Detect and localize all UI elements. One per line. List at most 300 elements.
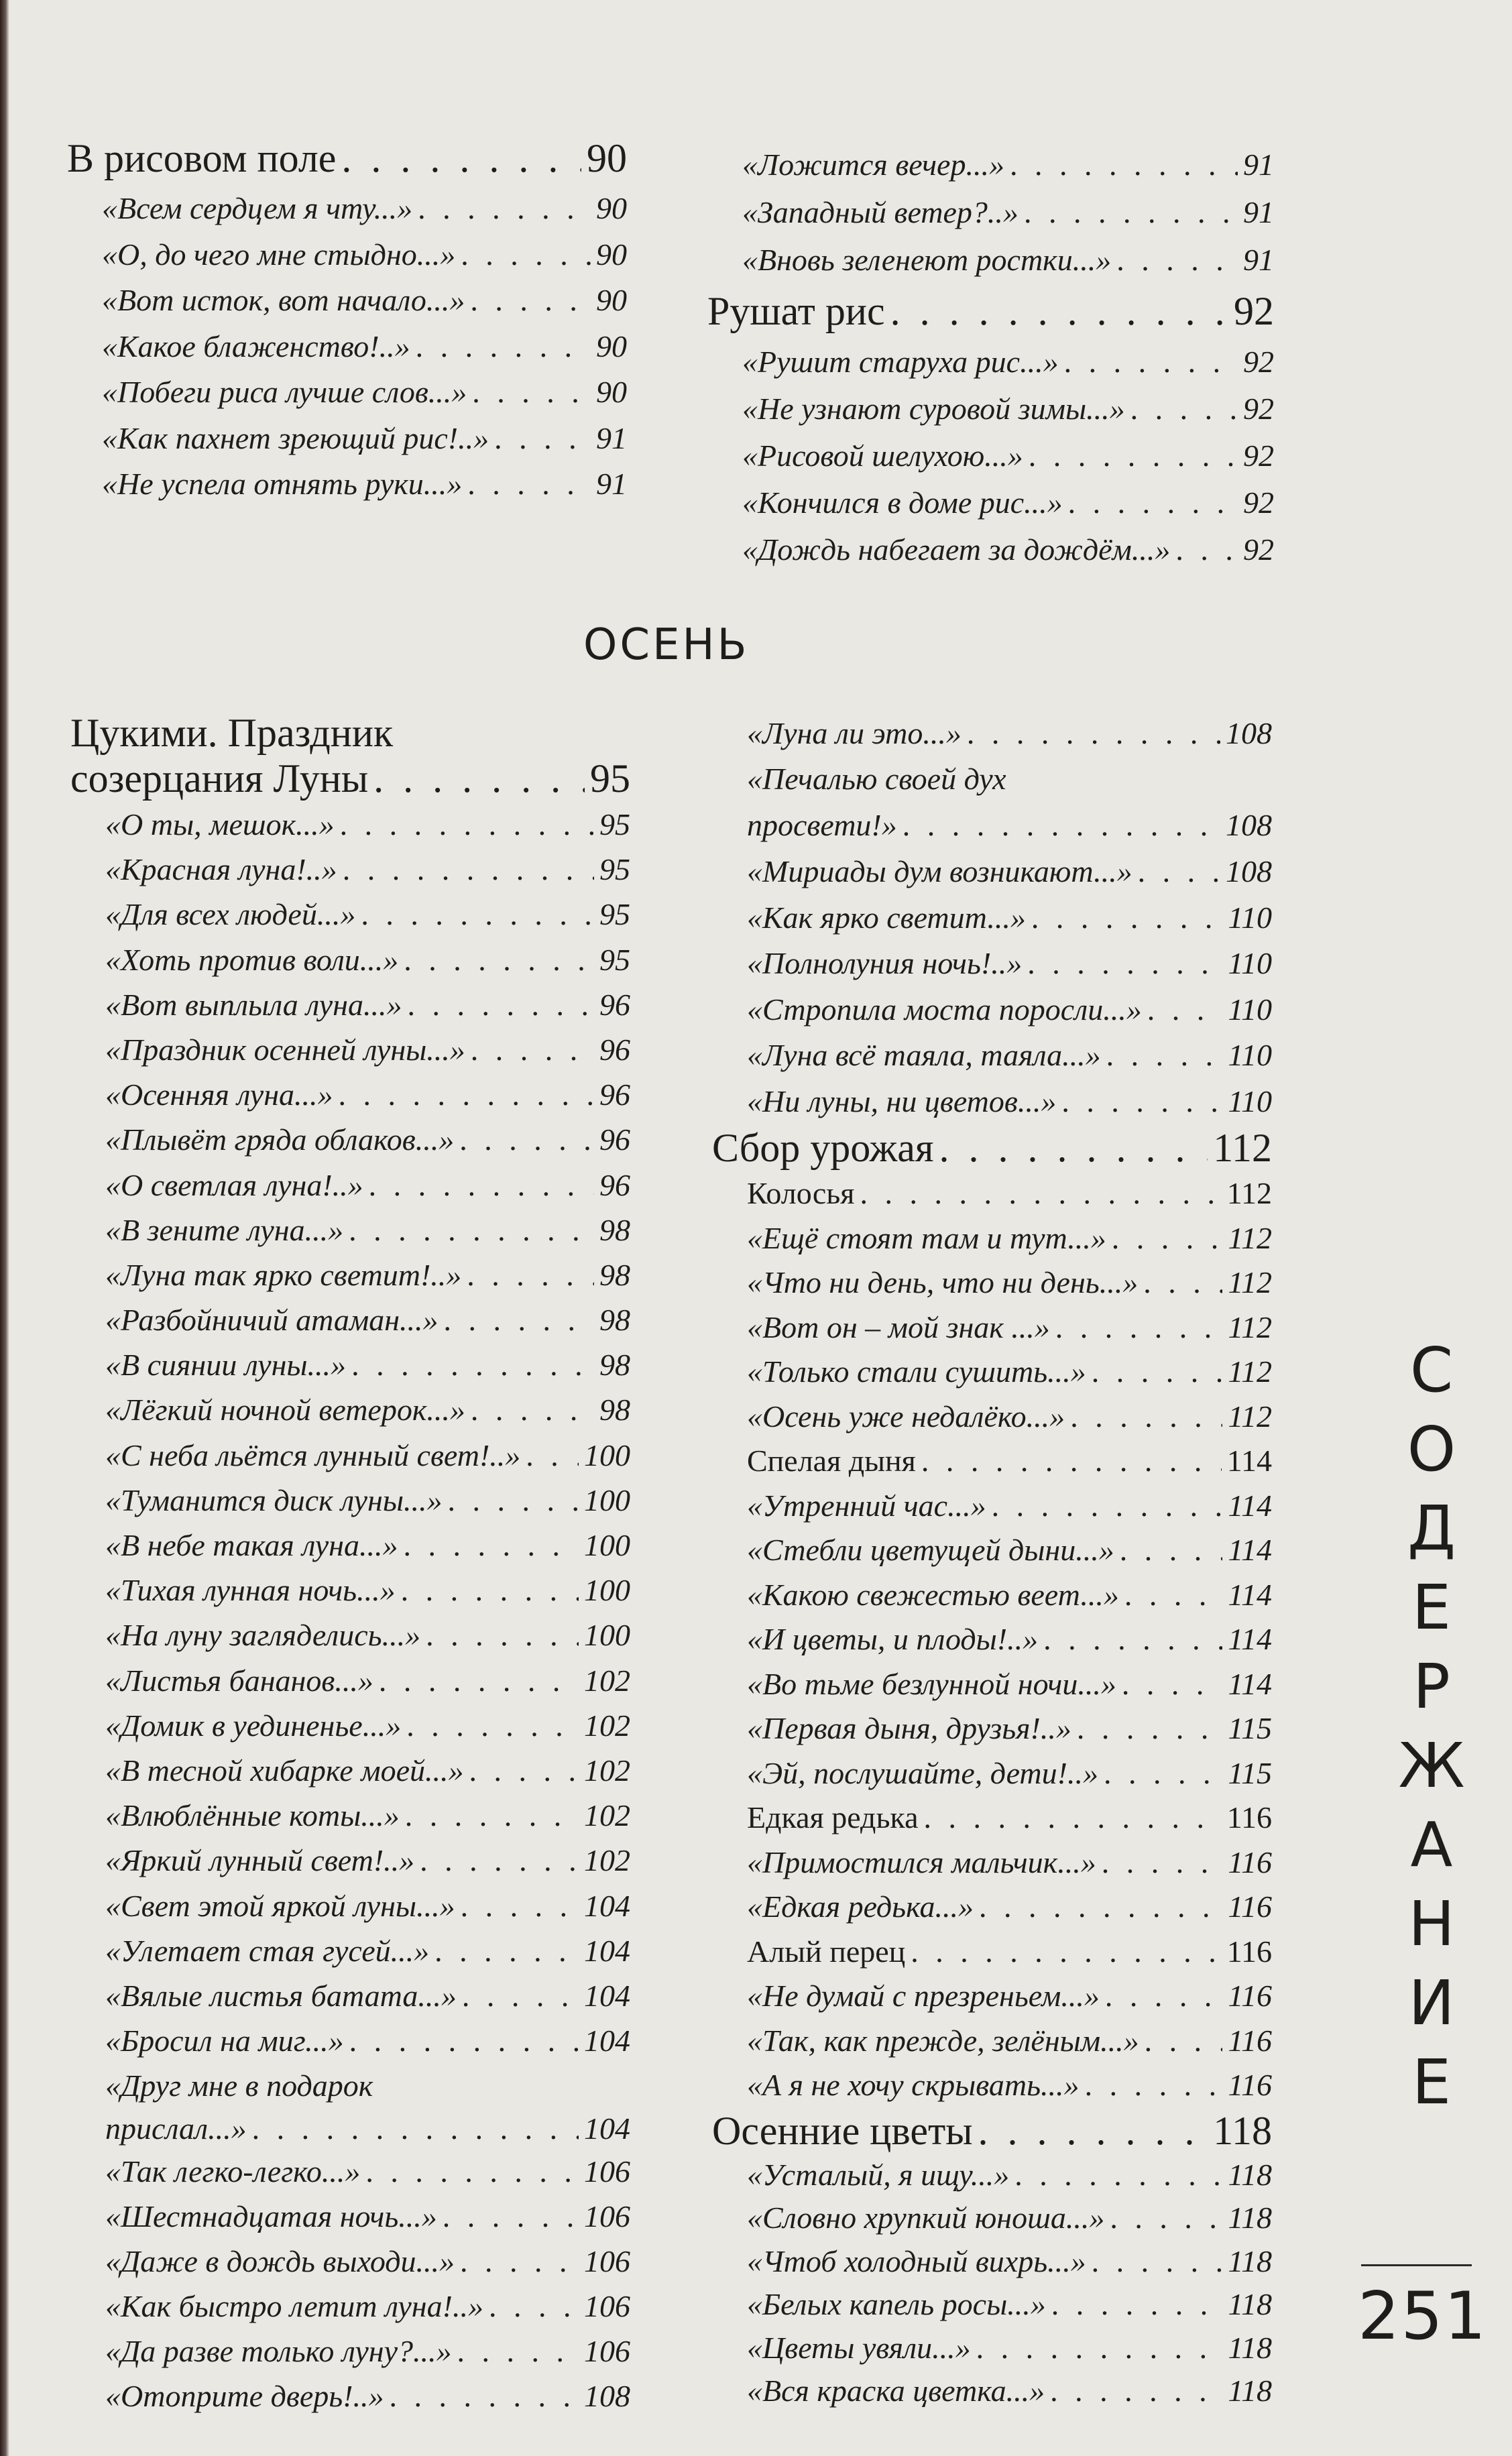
leader-dots bbox=[489, 2284, 579, 2329]
toc-entry[interactable] bbox=[707, 526, 1274, 573]
leader-dots bbox=[1175, 526, 1238, 573]
leader-dots bbox=[1061, 1079, 1222, 1125]
toc-entry[interactable] bbox=[70, 1387, 630, 1432]
toc-entry[interactable] bbox=[712, 895, 1272, 941]
side-title-letter: Е bbox=[1411, 2046, 1452, 2118]
toc-entry[interactable] bbox=[712, 1617, 1272, 1662]
toc-entry[interactable] bbox=[70, 1568, 630, 1613]
toc-entry-page: 106 bbox=[584, 2244, 630, 2279]
toc-entry[interactable] bbox=[70, 1117, 630, 1162]
toc-entry-title: «Луна ли это...» bbox=[747, 716, 962, 750]
toc-entry[interactable] bbox=[70, 1342, 630, 1387]
toc-section-page: 92 bbox=[1234, 289, 1274, 333]
toc-entry-page: 116 bbox=[1228, 1845, 1272, 1879]
toc-entry-page: 91 bbox=[596, 420, 627, 455]
toc-entry[interactable] bbox=[712, 1974, 1272, 2019]
toc-section-page: 112 bbox=[1213, 1126, 1272, 1170]
toc-entry-page: 92 bbox=[1243, 345, 1274, 379]
toc-entry-page: 116 bbox=[1226, 1934, 1272, 1969]
leader-dots bbox=[1029, 432, 1238, 479]
toc-entry[interactable] bbox=[712, 2154, 1272, 2197]
toc-entry-title: «Вот выплыла луна...» bbox=[105, 987, 402, 1022]
toc-entry-title: «И цветы, и плоды!..» bbox=[747, 1622, 1039, 1656]
toc-entry-title: «Утренний час...» bbox=[747, 1488, 986, 1523]
toc-entry-title: «Шестнадцатая ночь...» bbox=[105, 2199, 437, 2234]
page-edge bbox=[0, 0, 9, 2456]
toc-entry-title: «Мириады дум возникают...» bbox=[747, 854, 1132, 888]
toc-entry[interactable] bbox=[712, 1528, 1272, 1573]
toc-entry-title: «Рушит старуха рис...» bbox=[742, 345, 1059, 379]
leader-dots bbox=[389, 2374, 579, 2418]
toc-entry[interactable] bbox=[712, 1305, 1272, 1350]
toc-entry[interactable] bbox=[712, 2197, 1272, 2240]
toc-entry[interactable] bbox=[712, 1796, 1272, 1840]
toc-entry-page: 114 bbox=[1228, 1488, 1272, 1523]
leader-dots bbox=[341, 131, 581, 186]
toc-entry-page: 116 bbox=[1228, 2023, 1272, 2058]
toc-entry-title: «Стропила моста поросли...» bbox=[747, 992, 1142, 1027]
toc-entry[interactable] bbox=[70, 1883, 630, 1928]
toc-entry-title: «Эй, послушайте, дети!..» bbox=[747, 1755, 1098, 1790]
toc-entry[interactable] bbox=[70, 1703, 630, 1748]
toc-entry[interactable] bbox=[70, 1838, 630, 1883]
toc-entry-page: 104 bbox=[584, 1888, 630, 1923]
leader-dots bbox=[860, 1171, 1221, 1216]
toc-entry[interactable] bbox=[712, 1751, 1272, 1796]
toc-entry-title: «В зените луна...» bbox=[105, 1212, 344, 1247]
page-number: 251 bbox=[1358, 2278, 1488, 2355]
toc-entry[interactable] bbox=[712, 941, 1272, 987]
leader-dots bbox=[1143, 1261, 1222, 1305]
toc-entry[interactable] bbox=[70, 982, 630, 1027]
toc-entry[interactable] bbox=[70, 1613, 630, 1657]
side-title-letter: И bbox=[1408, 1967, 1455, 2039]
leader-dots bbox=[448, 1478, 579, 1523]
toc-entry-page: 90 bbox=[596, 191, 627, 225]
toc-entry[interactable] bbox=[712, 1171, 1272, 1216]
toc-section[interactable] bbox=[707, 284, 1274, 339]
toc-entry-title: «Чтоб холодный вихрь...» bbox=[747, 2243, 1086, 2278]
side-title-vertical bbox=[1395, 1331, 1468, 2122]
toc-entry[interactable] bbox=[70, 802, 630, 847]
toc-entry-page: 112 bbox=[1228, 1354, 1272, 1389]
toc-entry-page: 102 bbox=[584, 1663, 630, 1698]
toc-entry[interactable] bbox=[712, 1395, 1272, 1440]
leader-dots bbox=[461, 1883, 579, 1928]
toc-entry[interactable] bbox=[70, 1478, 630, 1523]
toc-entry-page: 90 bbox=[596, 283, 627, 317]
toc-entry-page: 118 bbox=[1228, 2374, 1272, 2408]
toc-entry-page: 110 bbox=[1228, 900, 1272, 935]
toc-entry[interactable] bbox=[707, 141, 1274, 188]
toc-entry-page: 118 bbox=[1228, 2201, 1272, 2235]
toc-entry-page: 92 bbox=[1243, 485, 1274, 520]
side-title-letter: Ж bbox=[1398, 1730, 1465, 1802]
toc-entry-page: 106 bbox=[584, 2289, 630, 2324]
toc-entry-page: 104 bbox=[584, 2111, 630, 2146]
toc-entry[interactable] bbox=[712, 1706, 1272, 1751]
toc-entry-page: 100 bbox=[584, 1618, 630, 1653]
leader-dots bbox=[903, 802, 1220, 849]
toc-entry[interactable] bbox=[70, 2284, 630, 2329]
toc-column-bottom-left bbox=[70, 711, 630, 2418]
toc-entry-page: 104 bbox=[584, 1933, 630, 1968]
toc-section[interactable] bbox=[712, 2108, 1272, 2154]
toc-entry-title: «Во тьме безлунной ночи...» bbox=[747, 1666, 1116, 1701]
toc-entry-page: 98 bbox=[599, 1348, 630, 1383]
toc-entry-title: Колосья bbox=[747, 1176, 855, 1210]
leader-dots bbox=[460, 2239, 579, 2284]
leader-dots bbox=[1014, 2154, 1222, 2197]
side-title-letter: О bbox=[1407, 1413, 1456, 1485]
leader-dots bbox=[444, 1297, 594, 1342]
leader-dots bbox=[1145, 2019, 1223, 2064]
leader-dots bbox=[1110, 2197, 1222, 2240]
toc-entry-page: 95 bbox=[599, 852, 630, 887]
toc-entry-page: 116 bbox=[1228, 1979, 1272, 2013]
leader-dots bbox=[369, 1163, 594, 1208]
leader-dots bbox=[361, 892, 594, 937]
leader-dots bbox=[349, 1208, 594, 1252]
leader-dots bbox=[921, 1439, 1222, 1484]
toc-entry[interactable] bbox=[70, 1748, 630, 1793]
toc-entry-title: «Туманится диск луны...» bbox=[105, 1482, 443, 1517]
leader-dots bbox=[979, 1885, 1222, 1930]
toc-entry[interactable] bbox=[712, 756, 1272, 849]
toc-entry-page: 98 bbox=[599, 1303, 630, 1338]
toc-entry[interactable] bbox=[70, 2374, 630, 2418]
toc-entry-title: «Красная луна!..» bbox=[105, 852, 337, 887]
toc-entry-title: Алый перец bbox=[747, 1934, 906, 1969]
toc-entry[interactable] bbox=[712, 1662, 1272, 1707]
toc-entry-page: 114 bbox=[1228, 1622, 1272, 1656]
toc-entry-page: 90 bbox=[596, 329, 627, 363]
toc-entry[interactable] bbox=[707, 188, 1274, 236]
toc-entry[interactable] bbox=[712, 849, 1272, 895]
toc-entry[interactable] bbox=[707, 479, 1274, 526]
toc-entry-title: «Луна всё таяла, таяла...» bbox=[747, 1038, 1101, 1072]
toc-entry[interactable] bbox=[70, 1523, 630, 1568]
toc-entry[interactable] bbox=[67, 416, 627, 462]
leader-dots bbox=[351, 1342, 594, 1387]
toc-entry-title: «Вялые листья батата...» bbox=[105, 1978, 457, 2013]
leader-dots bbox=[1055, 1305, 1223, 1350]
side-title-letter: А bbox=[1410, 1809, 1453, 1881]
toc-entry-page: 106 bbox=[584, 2154, 630, 2189]
toc-entry[interactable] bbox=[712, 1216, 1272, 1261]
leader-dots bbox=[1122, 1662, 1223, 1707]
toc-entry[interactable] bbox=[70, 1658, 630, 1703]
toc-entry-page: 96 bbox=[599, 987, 630, 1022]
leader-dots bbox=[1027, 941, 1222, 987]
leader-dots bbox=[1120, 1528, 1223, 1573]
toc-entry[interactable] bbox=[70, 2239, 630, 2284]
toc-entry[interactable] bbox=[70, 1928, 630, 1973]
toc-entry-title: «Осень уже недалёко...» bbox=[747, 1399, 1065, 1434]
toc-entry-title: «Только стали сушить...» bbox=[747, 1354, 1086, 1389]
toc-entry-page: 112 bbox=[1226, 1176, 1272, 1210]
toc-column-bottom-right bbox=[712, 711, 1272, 2413]
toc-entry-title: «Примостился мальчик...» bbox=[747, 1845, 1096, 1879]
toc-entry-title: «Тихая лунная ночь...» bbox=[105, 1573, 396, 1608]
toc-entry-title: «Улетает стая гусей...» bbox=[105, 1933, 430, 1968]
leader-dots bbox=[416, 324, 591, 370]
toc-entry-title: «Как быстро летит луна!..» bbox=[105, 2289, 483, 2324]
leader-dots bbox=[1024, 188, 1238, 236]
side-title-letter: С bbox=[1409, 1334, 1454, 1406]
toc-entry-title: «Разбойничий атаман...» bbox=[105, 1303, 439, 1338]
leader-dots bbox=[1077, 1706, 1223, 1751]
toc-entry-title: «Плывёт гряда облаков...» bbox=[105, 1122, 455, 1157]
toc-entry-title: «Хоть против воли...» bbox=[105, 942, 399, 977]
toc-entry-page: 104 bbox=[584, 2024, 630, 2058]
toc-entry-page: 95 bbox=[599, 942, 630, 977]
toc-section[interactable] bbox=[67, 131, 627, 186]
toc-entry[interactable] bbox=[712, 1484, 1272, 1529]
toc-entry-page: 118 bbox=[1228, 2157, 1272, 2192]
toc-entry[interactable] bbox=[712, 2019, 1272, 2064]
toc-entry[interactable] bbox=[712, 1439, 1272, 1484]
toc-entry-title: «А я не хочу скрывать...» bbox=[747, 2068, 1080, 2102]
toc-entry-title: «О, до чего мне стыдно...» bbox=[102, 237, 456, 272]
toc-entry[interactable] bbox=[70, 1973, 630, 2018]
toc-entry[interactable] bbox=[70, 1208, 630, 1252]
toc-entry-title: «Листья бананов...» bbox=[105, 1663, 373, 1698]
leader-dots bbox=[457, 2329, 579, 2374]
toc-entry[interactable] bbox=[70, 1433, 630, 1478]
leader-dots bbox=[1068, 479, 1238, 526]
toc-section-title: Осенние цветы bbox=[712, 2108, 973, 2153]
toc-entry[interactable] bbox=[712, 2327, 1272, 2370]
toc-entry[interactable] bbox=[712, 2240, 1272, 2284]
toc-entry-page: 96 bbox=[599, 1122, 630, 1157]
toc-entry-title: «Лёгкий ночной ветерок...» bbox=[105, 1393, 465, 1427]
toc-entry-title: «Едкая редька...» bbox=[747, 1889, 974, 1924]
leader-dots bbox=[1064, 339, 1238, 386]
toc-entry[interactable] bbox=[712, 711, 1272, 756]
toc-entry[interactable] bbox=[67, 461, 627, 508]
toc-entry-page: 118 bbox=[1228, 2243, 1272, 2278]
toc-entry-page: 118 bbox=[1228, 2287, 1272, 2321]
toc-entry-title: «Вот он – мой знак ...» bbox=[747, 1309, 1050, 1344]
toc-entry-title: «Первая дыня, друзья!..» bbox=[747, 1711, 1071, 1745]
toc-entry-title: «О ты, мешок...» bbox=[105, 807, 335, 841]
toc-entry[interactable] bbox=[67, 324, 627, 370]
leader-dots bbox=[967, 711, 1220, 756]
toc-entry[interactable] bbox=[712, 1840, 1272, 1885]
leader-dots bbox=[434, 1928, 579, 1973]
leader-dots bbox=[1124, 1573, 1223, 1618]
toc-entry-page: 118 bbox=[1228, 2330, 1272, 2365]
toc-entry-page: 95 bbox=[599, 897, 630, 932]
toc-entry-page: 108 bbox=[584, 2379, 630, 2414]
toc-entry-title: «Цветы увяли...» bbox=[747, 2330, 971, 2365]
toc-entry[interactable] bbox=[712, 1261, 1272, 1305]
toc-entry-page: 96 bbox=[599, 1077, 630, 1112]
toc-entry[interactable] bbox=[712, 1350, 1272, 1395]
leader-dots bbox=[1105, 1974, 1223, 2019]
toc-entry-page: 91 bbox=[596, 467, 627, 501]
toc-entry[interactable] bbox=[67, 278, 627, 324]
toc-entry-title: «Ни луны, ни цветов...» bbox=[747, 1084, 1057, 1118]
toc-entry-page: 110 bbox=[1228, 1084, 1272, 1118]
toc-entry[interactable] bbox=[712, 1885, 1272, 1930]
toc-entry-title: «Не думай с презреньем...» bbox=[747, 1979, 1100, 2013]
toc-entry-page: 112 bbox=[1228, 1220, 1272, 1255]
toc-entry-page: 110 bbox=[1228, 946, 1272, 980]
toc-entry-page: 96 bbox=[599, 1032, 630, 1067]
toc-entry-title: Спелая дыня bbox=[747, 1444, 916, 1478]
leader-dots bbox=[339, 1072, 594, 1117]
toc-entry-title: «С неба льётся лунный свет!..» bbox=[105, 1438, 521, 1472]
toc-entry[interactable] bbox=[70, 1297, 630, 1342]
side-title-letter: Н bbox=[1408, 1888, 1455, 1960]
toc-entry-title: «Вот исток, вот начало...» bbox=[102, 283, 465, 317]
toc-entry-page: 91 bbox=[1243, 243, 1274, 277]
toc-entry-title: «Ещё стоят там и тут...» bbox=[747, 1220, 1106, 1255]
toc-entry-title: «Всем сердцем я чту...» bbox=[102, 191, 413, 225]
leader-dots bbox=[443, 2194, 579, 2239]
toc-entry[interactable] bbox=[707, 386, 1274, 432]
leader-dots bbox=[407, 982, 594, 1027]
leader-dots bbox=[1102, 1840, 1223, 1885]
toc-entry-page: 92 bbox=[1243, 438, 1274, 473]
leader-dots bbox=[939, 1124, 1208, 1171]
leader-dots bbox=[1031, 895, 1222, 941]
toc-entry-title: «Стебли цветущей дыни...» bbox=[747, 1533, 1114, 1567]
toc-entry-page: 104 bbox=[584, 1978, 630, 2013]
leader-dots bbox=[373, 755, 585, 802]
toc-entry-title: «Усталый, я ищу...» bbox=[747, 2157, 1010, 2192]
toc-entry[interactable] bbox=[712, 2063, 1272, 2108]
toc-entry-page: 91 bbox=[1243, 148, 1274, 182]
leader-dots bbox=[404, 937, 594, 982]
toc-entry-page: 90 bbox=[596, 237, 627, 272]
toc-entry[interactable] bbox=[70, 1252, 630, 1297]
toc-entry[interactable] bbox=[67, 186, 627, 232]
toc-entry[interactable] bbox=[70, 1072, 630, 1117]
toc-entry-title: «Дождь набегает за дождём...» bbox=[742, 532, 1171, 567]
toc-entry-page: 92 bbox=[1243, 392, 1274, 426]
side-title-letter: Р bbox=[1413, 1651, 1450, 1722]
toc-entry-title: «Луна так ярко светит!..» bbox=[105, 1257, 462, 1292]
toc-entry[interactable] bbox=[70, 2018, 630, 2063]
toc-entry-title: «В тесной хибарке моей...» bbox=[105, 1753, 464, 1788]
leader-dots bbox=[471, 1027, 594, 1072]
toc-entry[interactable] bbox=[712, 2370, 1272, 2413]
toc-entry-page: 108 bbox=[1226, 716, 1272, 750]
toc-section-title: Сбор урожая bbox=[712, 1126, 934, 1170]
toc-entry-title: «Яркий лунный свет!..» bbox=[105, 1843, 415, 1878]
toc-entry-title: «Какою свежестью веет...» bbox=[747, 1577, 1119, 1612]
autumn-heading: ОСЕНЬ bbox=[583, 620, 750, 670]
toc-entry[interactable] bbox=[70, 1793, 630, 1838]
toc-entry-page: 90 bbox=[596, 375, 627, 409]
toc-entry-page: 114 bbox=[1228, 1577, 1272, 1612]
toc-entry-title-line1: «Печалью своей дух bbox=[747, 762, 1006, 796]
leader-dots bbox=[1010, 141, 1238, 188]
toc-entry[interactable] bbox=[707, 432, 1274, 479]
leader-dots bbox=[992, 1484, 1223, 1529]
leader-dots bbox=[420, 1838, 579, 1883]
leader-dots bbox=[1085, 2063, 1223, 2108]
toc-entry-page: 108 bbox=[1226, 854, 1272, 888]
toc-entry-title: «Вновь зеленеют ростки...» bbox=[742, 243, 1112, 277]
toc-entry-title: «Побеги риса лучше слов...» bbox=[102, 375, 467, 409]
leader-dots bbox=[467, 1252, 594, 1297]
leader-dots bbox=[462, 1973, 579, 2018]
toc-entry[interactable] bbox=[67, 369, 627, 416]
toc-entry-page: 98 bbox=[599, 1257, 630, 1292]
toc-entry-page: 114 bbox=[1228, 1533, 1272, 1567]
toc-entry-page: 116 bbox=[1228, 2068, 1272, 2102]
toc-entry[interactable] bbox=[70, 1163, 630, 1208]
leader-dots bbox=[924, 1796, 1222, 1840]
toc-entry-page: 100 bbox=[584, 1528, 630, 1562]
leader-dots bbox=[405, 1793, 579, 1838]
toc-entry[interactable] bbox=[70, 1027, 630, 1072]
leader-dots bbox=[1051, 2283, 1223, 2327]
toc-section[interactable] bbox=[712, 1124, 1272, 1171]
leader-dots bbox=[472, 369, 591, 416]
toc-entry-title-line2: просвети!» bbox=[747, 808, 897, 842]
toc-entry-page: 110 bbox=[1228, 992, 1272, 1027]
toc-entry[interactable] bbox=[712, 2283, 1272, 2327]
toc-entry-title: «Как пахнет зреющий рис!..» bbox=[102, 420, 489, 455]
toc-entry[interactable] bbox=[712, 1930, 1272, 1975]
toc-entry-title: «Полнолуния ночь!..» bbox=[747, 946, 1023, 980]
toc-entry-page: 116 bbox=[1226, 1800, 1272, 1834]
toc-entry-page: 112 bbox=[1228, 1399, 1272, 1434]
toc-entry-page: 112 bbox=[1228, 1309, 1272, 1344]
leader-dots bbox=[1104, 1751, 1222, 1796]
toc-entry-page: 98 bbox=[599, 1212, 630, 1247]
toc-entry-title: «На луну загляделись...» bbox=[105, 1618, 421, 1653]
toc-entry-title: «Кончился в доме рис...» bbox=[742, 485, 1063, 520]
leader-dots bbox=[426, 1613, 579, 1657]
leader-dots bbox=[1112, 1216, 1223, 1261]
toc-entry[interactable] bbox=[70, 847, 630, 892]
toc-entry-page: 100 bbox=[584, 1438, 630, 1472]
toc-section-page: 90 bbox=[587, 136, 627, 180]
toc-entry-title: «Так, как прежде, зелёным...» bbox=[747, 2023, 1139, 2058]
toc-entry[interactable] bbox=[70, 937, 630, 982]
toc-section-page: 118 bbox=[1213, 2108, 1272, 2153]
toc-entry[interactable] bbox=[70, 2329, 630, 2374]
toc-section-title-line2: созерцания Луны bbox=[70, 756, 369, 801]
leader-dots bbox=[1092, 2240, 1223, 2284]
toc-entry[interactable] bbox=[707, 339, 1274, 386]
toc-entry[interactable] bbox=[712, 1079, 1272, 1125]
toc-entry[interactable] bbox=[70, 2063, 630, 2149]
page-number-rule bbox=[1361, 2264, 1472, 2266]
toc-section-title: В рисовом поле bbox=[67, 136, 337, 180]
toc-entry-title-line1: «Друг мне в подарок bbox=[105, 2068, 373, 2103]
toc-entry[interactable] bbox=[70, 2194, 630, 2239]
toc-entry[interactable] bbox=[707, 236, 1274, 284]
toc-entry[interactable] bbox=[712, 1033, 1272, 1079]
toc-entry[interactable] bbox=[70, 892, 630, 937]
toc-entry[interactable] bbox=[67, 232, 627, 278]
toc-entry-page: 96 bbox=[599, 1167, 630, 1202]
leader-dots bbox=[976, 2327, 1223, 2370]
leader-dots bbox=[467, 461, 591, 508]
toc-entry[interactable] bbox=[712, 987, 1272, 1033]
leader-dots bbox=[890, 284, 1228, 339]
toc-entry[interactable] bbox=[712, 1573, 1272, 1618]
toc-entry[interactable] bbox=[70, 2149, 630, 2194]
toc-section[interactable] bbox=[70, 711, 630, 802]
